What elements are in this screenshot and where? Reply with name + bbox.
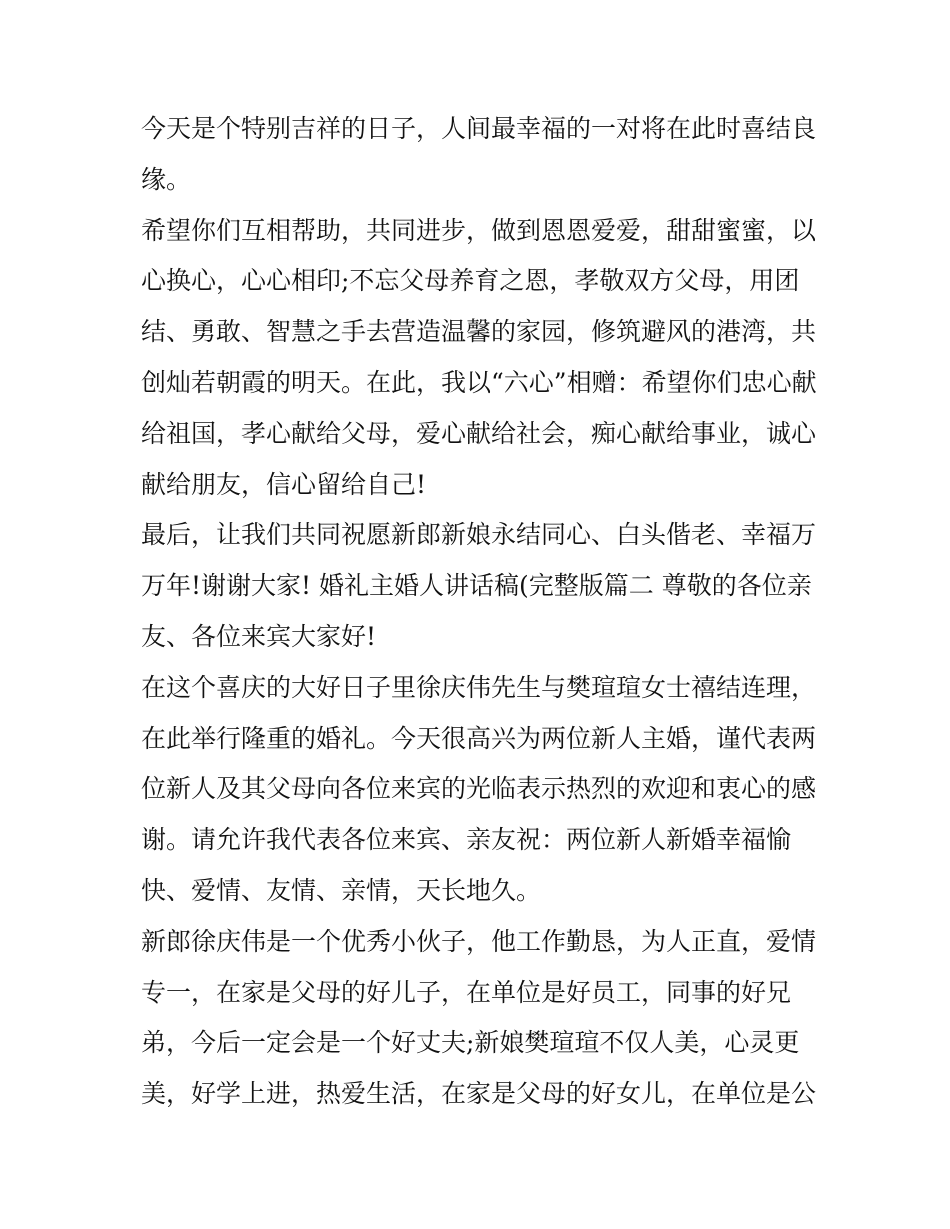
text-line: 在这个喜庆的大好日子里徐庆伟先生与樊瑄瑄女士禧结连理， [141,672,817,702]
text-line: 在此举行隆重的婚礼。今天很高兴为两位新人主婚，谨代表两 [141,723,817,753]
document-body [141,104,821,1120]
text-line: 献给朋友，信心留给自己! [141,469,427,499]
text-line: 美，好学上进，热爱生活，在家是父母的好女儿，在单位是公 [141,1079,817,1109]
text-line: 今天是个特别吉祥的日子，人间最幸福的一对将在此时喜结良 [141,114,817,143]
text-line: 最后，让我们共同祝愿新郎新娘永结同心、白头偕老、幸福万 [141,520,817,550]
text-line: 快、爱情、友情、亲情，天长地久。 [141,875,542,905]
text-line: 新郎徐庆伟是一个优秀小伙子，他工作勤恳，为人正直，爱情 [141,926,817,956]
text-line: 给祖国，孝心献给父母，爱心献给社会，痴心献给事业，诚心 [141,418,817,448]
text-line: 弟，今后一定会是一个好丈夫;新娘樊瑄瑄不仅人美，心灵更 [141,1028,800,1058]
text-line: 希望你们互相帮助，共同进步，做到恩恩爱爱，甜甜蜜蜜，以 [141,215,817,245]
text-line: 万年!谢谢大家! 婚礼主婚人讲话稿(完整版篇二 尊敬的各位亲 [141,571,812,601]
text-line: 结、勇敢、智慧之手去营造温馨的家园，修筑避风的港湾，共 [141,317,817,347]
text-line: 谢。请允许我代表各位来宾、亲友祝：两位新人新婚幸福愉 [141,825,792,855]
text-line: 友、各位来宾大家好! [141,621,377,651]
text-line: 缘。 [141,164,192,194]
text-line: 心换心，心心相印;不忘父母养育之恩，孝敬双方父母，用团 [141,266,800,296]
text-line: 创灿若朝霞的明天。在此，我以“六心”相赠：希望你们忠心献 [141,367,817,397]
text-line: 专一，在家是父母的好儿子，在单位是好员工，同事的好兄 [141,977,792,1007]
text-line: 位新人及其父母向各位来宾的光临表示热烈的欢迎和衷心的感 [141,774,817,804]
